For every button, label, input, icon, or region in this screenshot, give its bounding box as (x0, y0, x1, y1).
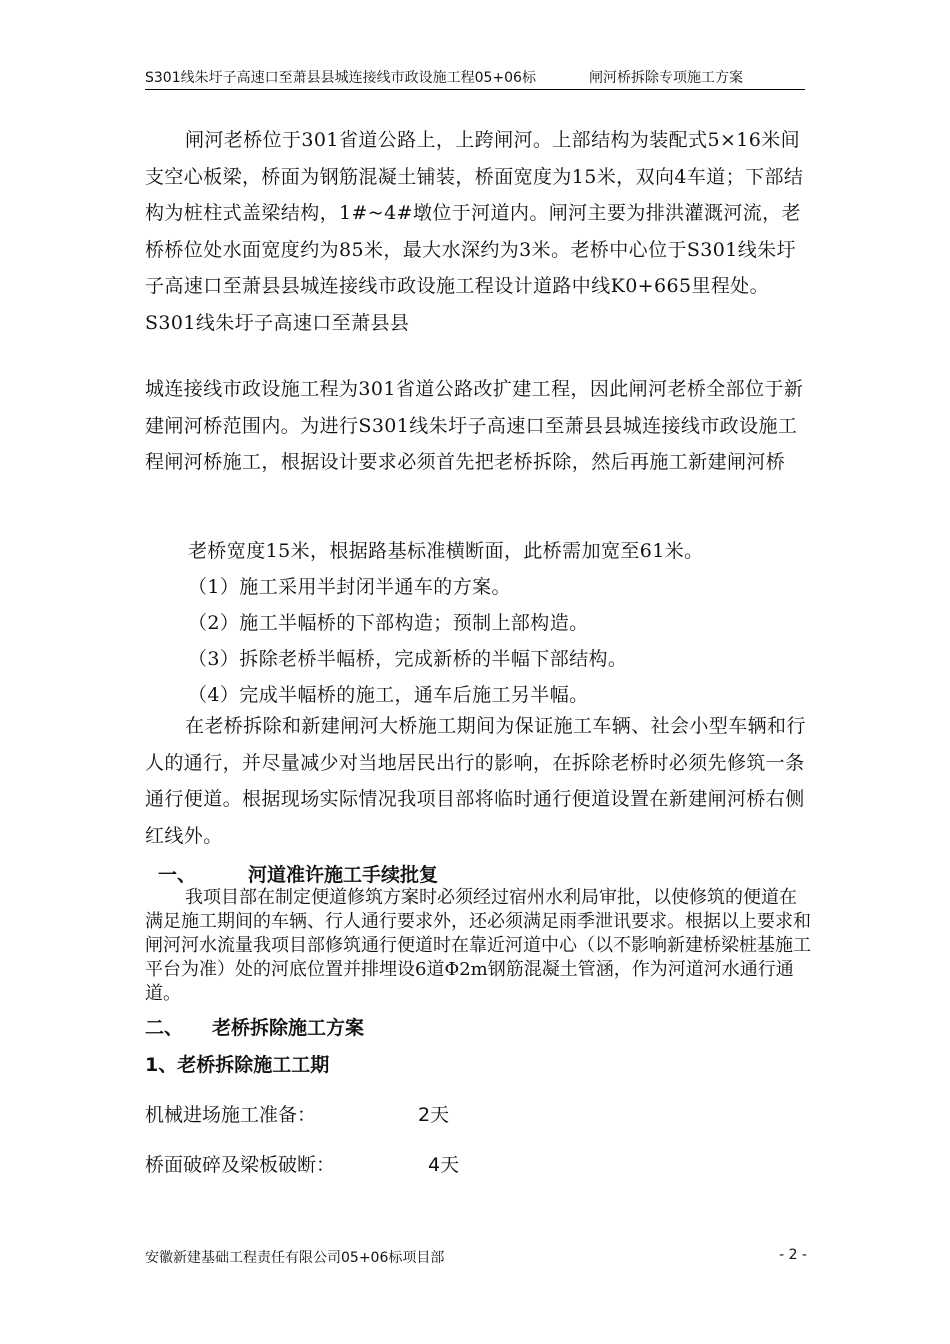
schedule-value: 2天 (418, 1104, 450, 1126)
section-2-number: 二、 (145, 1017, 184, 1039)
header-project-title: S301线朱圩子高速口至萧县县城连接线市政设施工程05+06标 (145, 70, 536, 86)
page-footer (145, 1247, 807, 1267)
schedule-row (145, 1100, 450, 1127)
intro-paragraph-2: 城连接线市政设施工程为301省道公路改扩建工程，因此闸河老桥全部位于新建闸河桥范围内。为进行S301线朱圩子高速口至萧县县城连接线市政设施工程闸河桥施工，根据设计要求必须首先把老桥拆除，然后再施工新建闸河桥 (145, 378, 804, 473)
intro-paragraph-3: 在老桥拆除和新建闸河大桥施工期间为保证施工车辆、社会小型车辆和行人的通行，并尽量减少对当地居民出行的影响，在拆除老桥时必须先修筑一条通行便道。根据现场实际情况我项目部将临时通行便道设置在新建闸河桥右侧红线外。 (145, 715, 806, 847)
schedule-row (145, 1150, 460, 1177)
step-item: （3）拆除老桥半幅桥，完成新桥的半幅下部结构。 (188, 648, 628, 670)
section-1-body: 我项目部在制定便道修筑方案时必须经过宿州水利局审批，以使修筑的便道在满足施工期间的车辆、行人通行要求外，还必须满足雨季泄讯要求。根据以上要求和闸河河水流量我项目部修筑通行便道时在靠近河道中心（以不影响新建桥梁桩基施工平台为准）处的河底位置并排埋设6道Φ2m钢筋混凝土管涵，作为河道河水通行通道。 (145, 887, 811, 1004)
step-item: （1）施工采用半封闭半通车的方案。 (188, 576, 511, 598)
bridge-width-line: 老桥宽度15米，根据路基标准横断面，此桥需加宽至61米。 (188, 540, 704, 562)
page-number: - 2 - (779, 1247, 807, 1263)
subsection-1-heading: 1、老桥拆除施工工期 (145, 1054, 330, 1076)
step-item: （4）完成半幅桥的施工，通车后施工另半幅。 (188, 684, 589, 706)
footer-company: 安徽新建基础工程责任有限公司05+06标项目部 (145, 1250, 445, 1266)
schedule-label: 机械进场施工准备： (145, 1104, 317, 1126)
section-2-heading: 老桥拆除施工方案 (212, 1017, 365, 1039)
section-1-heading: 河道准许施工手续批复 (248, 864, 439, 886)
step-item: （2）施工半幅桥的下部构造；预制上部构造。 (188, 612, 589, 634)
schedule-value: 4天 (428, 1154, 460, 1176)
intro-paragraph-1: 闸河老桥位于301省道公路上，上跨闸河。上部结构为装配式5×16米间支空心板梁，桥面为钢筋混凝土铺装，桥面宽度为15米，双向4车道；下部结构为桩柱式盖梁结构，1#~4#墩位于河道内。闸河主要为排洪灌溉河流，老桥桥位处水面宽度约为85米，最大水深约为3米。老桥中心位于S301线朱圩子高速口至萧县县城连接线市政设施工程设计道路中线K0+665里程处。S301线朱圩子高速口至萧县县 (145, 129, 804, 334)
schedule-label: 桥面破碎及梁板破断： (145, 1154, 336, 1176)
page-header (145, 65, 805, 90)
section-1-number: 一、 (158, 864, 197, 886)
header-document-title: 闸河桥拆除专项施工方案 (589, 70, 743, 86)
